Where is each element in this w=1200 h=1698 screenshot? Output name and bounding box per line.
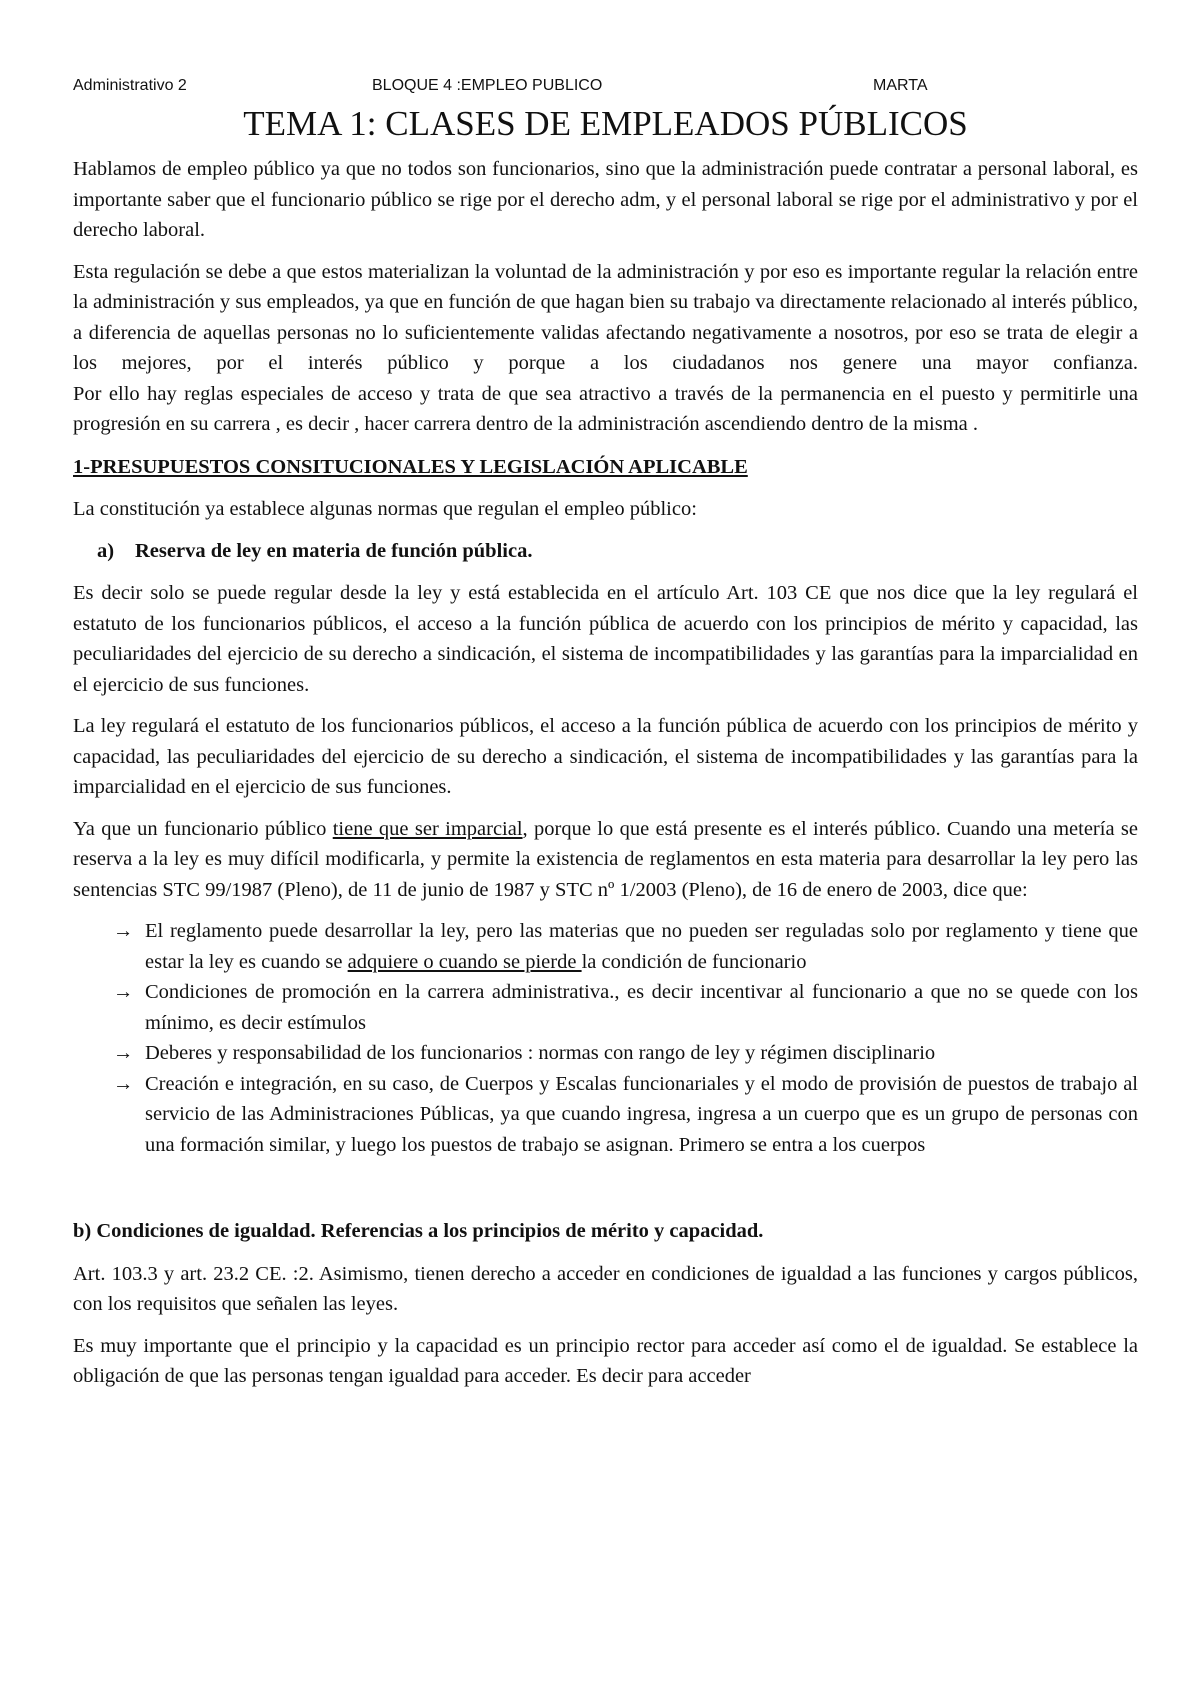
list-item	[73, 977, 1138, 1038]
subsection-b-heading: b) Condiciones de igualdad. Referencias a los principios de mérito y capacidad.	[73, 1220, 764, 1242]
arrow-icon: →	[113, 981, 134, 1003]
p3-text-pre: Ya que un funcionario público	[73, 817, 333, 840]
arrow-icon: →	[113, 1072, 134, 1095]
bullet-2-text: Condiciones de promoción en la carrera administrativa., es decir incentivar al funcionario a que no se quede con los mínimo, es decir estímulos	[145, 981, 1138, 1034]
intro-paragraph-2: Esta regulación se debe a que estos materializan la voluntad de la administración y por eso es importante regular la relación entre la administración y sus empleados, ya que en función de que hagan bien su trabajo va directamente relacionado al interés público, a diferencia de aquellas personas no lo suficientemente validas afectando negativamente a nosotros, por eso se trata de elegir a los mejores, por el interés público y porque a los ciudadanos nos genere una mayor confianza.	[73, 260, 1138, 374]
subsection-a-heading	[73, 536, 1138, 567]
page-header	[73, 72, 1138, 100]
bullet-4-text: Creación e integración, en su caso, de Cuerpos y Escalas funcionariales y el modo de provisión de puestos de trabajo al servicio de las Administraciones Públicas, ya que cuando ingresa, ingresa a un cuerpo que es un grupo de personas con una formación similar, y luego los puestos de trabajo se asignan. Primero se entra a los cuerpos	[145, 1072, 1138, 1156]
bullet-3-text: Deberes y responsabilidad de los funcionarios : normas con rango de ley y régimen disciplinario	[145, 1042, 936, 1064]
header-left: Administrativo 2	[73, 77, 187, 94]
subsection-b-paragraph-2: Es muy importante que el principio y la capacidad es un principio rector para acceder así como el de igualdad. Se establece la obligación de que las personas tengan igualdad para acceder. Es decir para acceder	[73, 1334, 1138, 1387]
bullet-1-post: la condición de funcionario	[581, 950, 807, 973]
arrow-icon: →	[113, 1042, 134, 1064]
arrow-list	[73, 916, 1138, 1160]
header-right: MARTA	[873, 77, 928, 94]
subsection-a-paragraph-3	[73, 814, 1138, 906]
subsection-b-paragraph-1: Art. 103.3 y art. 23.2 CE. :2. Asimismo, tienen derecho a acceder en condiciones de igualdad a las funciones y cargos públicos, con los requisitos que señalen las leyes.	[73, 1262, 1138, 1315]
section-heading-1: 1-PRESUPUESTOS CONSITUCIONALES Y LEGISLACIÓN APLICABLE	[73, 455, 748, 478]
subsection-a-paragraph-2: La ley regulará el estatuto de los funcionarios públicos, el acceso a la función pública de acuerdo con los principios de mérito y capacidad, las peculiaridades del ejercicio de su derecho a sindicación, el sistema de incompatibilidades y las garantías para la imparcialidad en el ejercicio de sus funciones.	[73, 715, 1138, 798]
section-lead: La constitución ya establece algunas normas que regulan el empleo público:	[73, 498, 697, 520]
subsection-a-title: Reserva de ley en materia de función pública.	[135, 539, 533, 562]
subsection-a-paragraph-1: Es decir solo se puede regular desde la ley y está establecida en el artículo Art. 103 CE que nos dice que la ley regulará el estatuto de los funcionarios públicos, el acceso a la función pública de acuerdo con los principios de mérito y capacidad, las peculiaridades del ejercicio de su derecho a sindicación, el sistema de incompatibilidades y las garantías para la imparcialidad en el ejercicio de sus funciones.	[73, 582, 1138, 696]
page-title: TEMA 1: CLASES DE EMPLEADOS PÚBLICOS	[243, 104, 968, 143]
list-item	[73, 1038, 1138, 1069]
arrow-icon: →	[113, 920, 134, 942]
intro-paragraph-1: Hablamos de empleo público ya que no todos son funcionarios, sino que la administración puede contratar a personal laboral, es importante saber que el funcionario público se rige por el derecho adm, y el personal laboral se rige por el administrativo y por el derecho laboral.	[73, 158, 1138, 241]
bullet-1-pre: El reglamento puede desarrollar la ley, pero las materias que no pueden ser reguladas solo por reglamento y tiene que estar la ley es cuando se	[145, 920, 1138, 973]
p3-underlined-text: tiene que ser imparcial	[332, 817, 523, 840]
list-item	[73, 916, 1138, 977]
intro-paragraph-3: Por ello hay reglas especiales de acceso y trata de que sea atractivo a través de la permanencia en el puesto y permitirle una progresión en su carrera , es decir , hacer carrera dentro de la administración ascendiendo dentro de la misma .	[73, 382, 1138, 435]
p3-text-post: , porque lo que está presente es el interés público. Cuando una metería se reserva a la ley es muy difícil modificarla, y permite la existencia de reglamentos en esta materia para desarrollar la ley pero las sentencias STC 99/1987 (Pleno), de 11 de junio de 1987 y STC nº 1/2003 (Pleno), de 16 de enero de 2003, dice que:	[73, 817, 1138, 901]
subsection-a-marker: a)	[97, 539, 115, 562]
header-center: BLOQUE 4 :EMPLEO PUBLICO	[372, 77, 603, 94]
list-item	[73, 1069, 1138, 1161]
bullet-1-underlined: adquiere o cuando se pierde	[347, 950, 582, 973]
